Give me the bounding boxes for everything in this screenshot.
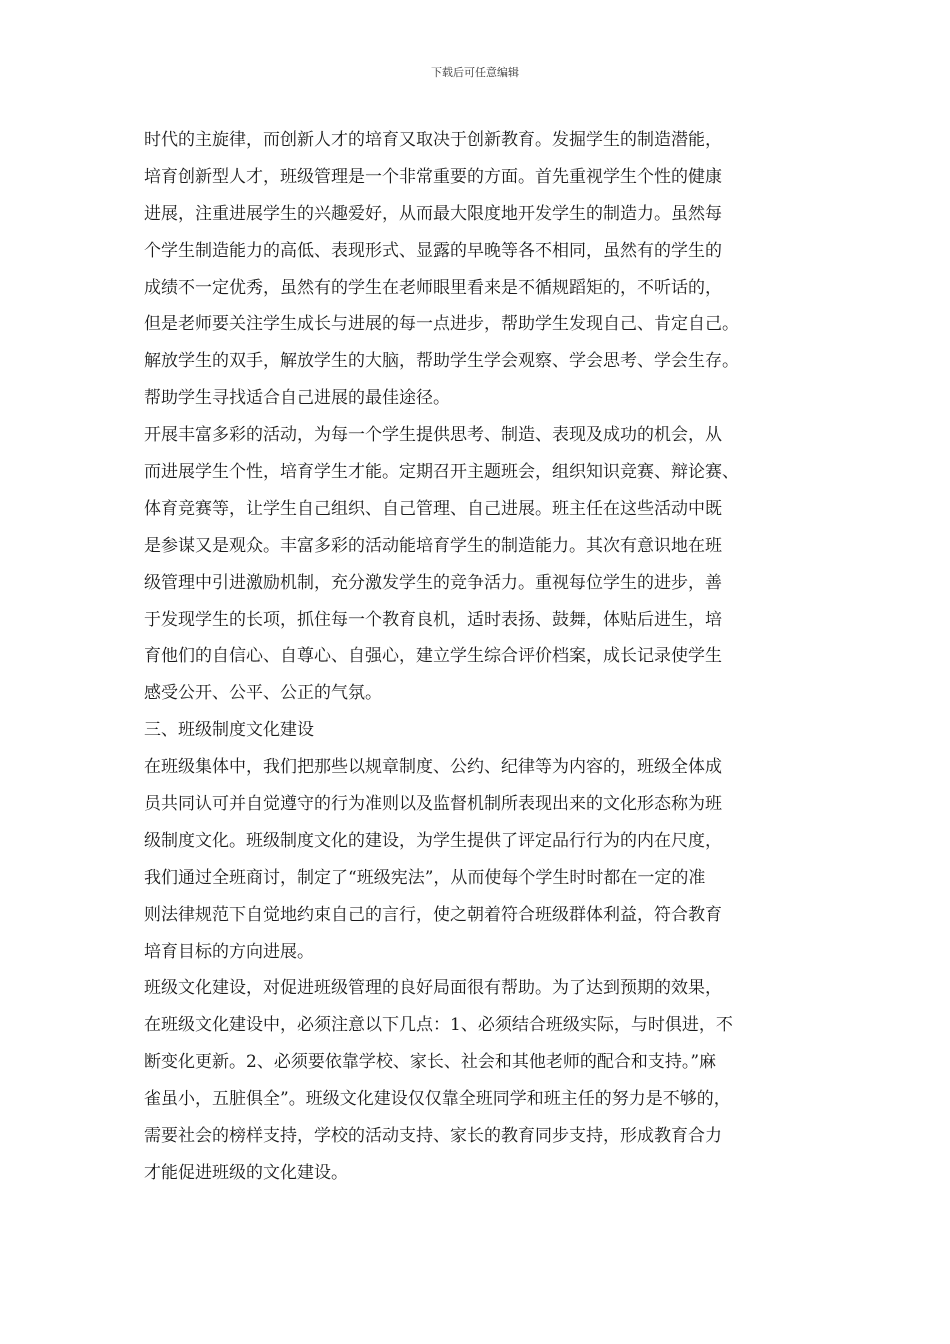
- text-line: 培育目标的方向进展。: [144, 941, 314, 962]
- text-line: 育他们的自信心、自尊心、自强心，建立学生综合评价档案，成长记录使学生: [144, 646, 722, 667]
- text-line: 级管理中引进激励机制，充分激发学生的竞争活力。重视每位学生的进步，善: [144, 572, 722, 593]
- text-line: 开展丰富多彩的活动，为每一个学生提供思考、制造、表现及成功的机会，从: [144, 425, 722, 446]
- text-line: 是参谋又是观众。丰富多彩的活动能培育学生的制造能力。其次有意识地在班: [144, 535, 722, 556]
- text-line: 级制度文化。班级制度文化的建设，为学生提供了评定品行行为的内在尺度，: [144, 830, 722, 851]
- text-line: 帮助学生寻找适合自己进展的最佳途径。: [144, 388, 450, 409]
- text-line: 则法律规范下自觉地约束自己的言行，使之朝着符合班级群体利益，符合教育: [144, 904, 722, 925]
- text-line: 成绩不一定优秀，虽然有的学生在老师眼里看来是不循规蹈矩的，不听话的，: [144, 277, 722, 298]
- text-line: 培育创新型人才，班级管理是一个非常重要的方面。首先重视学生个性的健康: [144, 166, 722, 187]
- text-line: 才能促进班级的文化建设。: [144, 1162, 348, 1183]
- text-line: 在班级集体中，我们把那些以规章制度、公约、纪律等为内容的，班级全体成: [144, 757, 722, 778]
- text-line: 雀虽小，五脏俱全”。班级文化建设仅仅靠全班同学和班主任的努力是不够的，: [144, 1089, 731, 1110]
- text-line: 解放学生的双手，解放学生的大脑，帮助学生学会观察、学会思考、学会生存。: [144, 351, 739, 372]
- text-line: 但是老师要关注学生成长与进展的每一点进步，帮助学生发现自己、肯定自己。: [144, 314, 739, 335]
- text-line: 进展，注重进展学生的兴趣爱好，从而最大限度地开发学生的制造力。虽然每: [144, 203, 722, 224]
- text-line: 于发现学生的长项，抓住每一个教育良机，适时表扬、鼓舞，体贴后进生，培: [144, 609, 722, 630]
- page-header: 下载后可任意编辑: [431, 66, 519, 79]
- text-line: 在班级文化建设中，必须注意以下几点：1、必须结合班级实际，与时俱进，不: [144, 1015, 733, 1036]
- text-line: 需要社会的榜样支持，学校的活动支持、家长的教育同步支持，形成教育合力: [144, 1126, 722, 1147]
- text-line: 员共同认可并自觉遵守的行为准则以及监督机制所表现出来的文化形态称为班: [144, 794, 722, 815]
- text-line: 个学生制造能力的高低、表现形式、显露的早晚等各不相同，虽然有的学生的: [144, 240, 722, 261]
- text-line: 体育竞赛等，让学生自己组织、自己管理、自己进展。班主任在这些活动中既: [144, 498, 722, 519]
- text-line: 而进展学生个性，培育学生才能。定期召开主题班会，组织知识竞赛、辩论赛、: [144, 462, 739, 483]
- text-line: 断变化更新。2、必须要依靠学校、家长、社会和其他老师的配合和支持。”麻: [144, 1052, 717, 1073]
- document-body: [144, 122, 824, 1192]
- text-line: 班级文化建设，对促进班级管理的良好局面很有帮助。为了达到预期的效果，: [144, 978, 722, 999]
- text-line: 感受公开、公平、公正的气氛。: [144, 683, 382, 704]
- text-line: 我们通过全班商讨，制定了“班级宪法”，从而使每个学生时时都在一定的准: [144, 867, 706, 888]
- section-heading: 三、班级制度文化建设: [144, 720, 314, 741]
- text-line: 时代的主旋律，而创新人才的培育又取决于创新教育。发掘学生的制造潜能，: [144, 130, 722, 150]
